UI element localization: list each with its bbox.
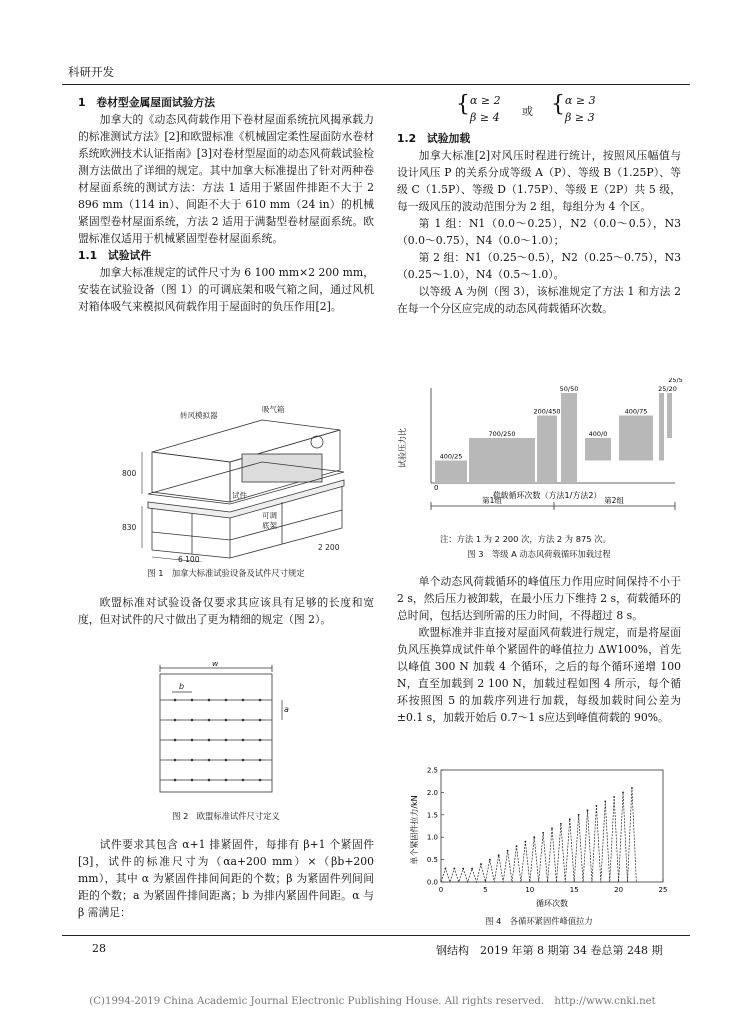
figure-2-caption: 图 2 欧盟标准试件尺寸定义	[172, 811, 280, 821]
section-1-title: 1 卷材型金属屋面试验方法	[78, 96, 216, 109]
fig3-bar-label-4: 50/50	[559, 385, 579, 393]
label-specimen: 试件	[232, 491, 247, 500]
fig4-xtick-label-2: 10	[525, 886, 535, 894]
fig4-xtick-label-5: 25	[658, 886, 668, 894]
cond-alpha-2: α ≥ 3	[565, 94, 596, 107]
fig3-origin: 0	[434, 484, 439, 492]
paragraph-4: 试件要求其包含 α+1 排紧固件，每排有 β+1 个紧固件[3]，试件的标准尺寸为（αa+200 mm）×（βb+200 mm），其中 α 为紧固件排间间距的个数；β 为紧固件列间间距的个数；a 为紧固件排间距离；b 为排内紧固件间距。α 与 β 需满足：	[78, 838, 374, 919]
left-column-top	[78, 94, 374, 315]
label-simulator: 转风模拟器	[180, 411, 218, 420]
paragraph-2: 加拿大标准规定的试件尺寸为 6 100 mm×2 200 mm，安装在试验设备（图 1）的可调底架和吸气箱之间，通过风机对箱体吸气来模拟风荷载作用于屋面时的负压作用[2]。	[78, 266, 374, 313]
fig3-bar-label-7: 25/20	[658, 385, 677, 393]
section-header: 科研开发	[68, 65, 114, 79]
fig3-bar-8	[667, 393, 672, 438]
label-a: a	[284, 705, 289, 714]
label-b: b	[179, 682, 185, 691]
fig4-plot-frame	[441, 770, 663, 882]
fig4-xtick-label-0: 0	[438, 886, 444, 894]
fig4-ytick-label-0: 0.0	[426, 878, 438, 887]
paragraph-6: 第 1 组：N1（0.0～0.25），N2（0.0～0.5），N3（0.0～0.75），N4（0.0～1.0）；	[397, 217, 681, 247]
fig3-bar-label-5: 400/0	[588, 430, 608, 438]
label-dim-830: 830	[122, 523, 137, 532]
paragraph-9: 单个动态风荷载循环的峰值压力作用应时间保持不小于 2 s，然后压力被卸载，在最小压力下维持 2 s，荷载循环的总时间，包括达到所需的压力时间，不得超过 8 s。	[397, 575, 681, 622]
right-column-mid	[397, 573, 681, 726]
figure-4-chart	[405, 760, 675, 910]
fig3-bar-5	[585, 438, 611, 461]
fig3-group-1: 第1组	[482, 496, 502, 505]
fig4-ylabel: 单个紧固件拉力/kN	[410, 795, 419, 865]
header-rule	[62, 84, 690, 85]
figure-1	[112, 402, 372, 562]
cond-or: 或	[522, 105, 533, 118]
fig4-ytick-label-5: 2.5	[426, 766, 438, 775]
section-1-2-title: 1.2 试验加载	[397, 132, 471, 145]
suction-port	[311, 436, 323, 448]
fig4-xtick-label-3: 15	[569, 886, 579, 894]
fig4-xtick-label-1: 5	[483, 886, 488, 894]
figure-4-caption: 图 4 各循环紧固件峰值拉力	[485, 916, 593, 926]
fig3-bar-label-3: 200/450	[533, 407, 561, 416]
fig3-group-2: 第2组	[604, 496, 624, 505]
journal-info: 钢结构 2019 年第 8 期第 34 卷总第 248 期	[436, 944, 663, 957]
fig3-bar-label-2: 700/250	[488, 430, 516, 438]
footer-rule	[62, 935, 690, 936]
label-w: w	[212, 662, 219, 668]
fig3-bar-7	[659, 393, 664, 461]
fig3-bar-label-1: 400/25	[439, 452, 463, 461]
fig3-xlabel: 荷载循环次数（方法1/方法2）	[492, 491, 602, 500]
fig4-series-line	[441, 788, 636, 882]
paragraph-1: 加拿大的《动态风荷载作用下卷材屋面系统抗风揭承载力的标准测试方法》[2]和欧盟标准《机械固定柔性屋面防水卷材系统欧洲技术认证指南》[3]对卷材型屋面的动态风荷载试验检测方法做出了详细的规定。其中加拿大标准提出了针对两种卷材屋面系统的测试方法：方法 1 适用于紧固件排距不大于 2 896 mm（114 in）、间距不大于 610 mm（24 in）的机械紧固型卷材屋面系统，方法 2 适用于满黏型卷材屋面系统。欧盟标准仅适用于机械紧固型卷材屋面系统。	[78, 113, 375, 245]
fig3-bar-1	[435, 461, 467, 484]
paragraph-7: 第 2 组：N1（0.25～0.5），N2（0.25～0.75），N3（0.25～1.0），N4（0.5～1.0）。	[397, 251, 681, 281]
brace-2: {	[551, 92, 565, 117]
figure-2	[150, 662, 290, 797]
figure-3-caption: 图 3 等级 A 动态风荷载循环加载过程	[467, 549, 611, 559]
fig3-bar-3	[537, 416, 557, 484]
label-dim-800: 800	[122, 469, 137, 478]
label-suction-box: 吸气箱	[262, 405, 285, 414]
fig3-bar-label-8: 25/5	[668, 378, 683, 384]
fig4-ytick-label-1: 0.5	[426, 856, 438, 865]
paragraph-10: 欧盟标准并非直接对屋面风荷载进行规定，而是将屋面负风压换算成试件单个紧固件的峰值拉力 ΔW100%，首先以峰值 300 N 加载 4 个循环，之后的每个循环递增 100 N，直至加载到 2 100 N，加载过程如图 4 所示，每个循环按照图 5 的加载序列进行加载，每级加载时间公差为±0.1 s，加载开始后 0.7～1 s应达到峰值荷载的 90%。	[397, 626, 681, 724]
fig3-bar-6	[619, 416, 653, 461]
label-base-2: 底架	[262, 521, 277, 530]
cond-alpha-1: α ≥ 2	[470, 94, 501, 107]
label-dim-2200: 2 200	[318, 543, 340, 552]
section-1-1-title: 1.1 试验试件	[78, 249, 152, 262]
label-base-1: 可调	[262, 511, 277, 520]
figure-1-caption: 图 1 加拿大标准试验设备及试件尺寸规定	[147, 568, 305, 578]
fig3-bar-2	[469, 438, 535, 483]
fig4-xlabel: 循环次数	[536, 899, 568, 908]
paragraph-3: 欧盟标准对试验设备仅要求其应该具有足够的长度和宽度，但对试件的尺寸做出了更为精细的规定（图 2）。	[78, 596, 374, 626]
figure-3-chart	[397, 378, 687, 526]
right-column-top	[397, 130, 681, 317]
copyright-notice: (C)1994-2019 China Academic Journal Electronic Publishing House. All rights reserved. http://www.cnki.net	[89, 996, 656, 1007]
label-dim-6100: 6 100	[178, 555, 200, 562]
left-column-mid	[78, 594, 374, 628]
brace-1: {	[456, 92, 470, 117]
fig4-ytick-label-2: 1.0	[426, 833, 438, 842]
paragraph-5: 加拿大标准[2]对风压时程进行统计，按照风压幅值与设计风压 P 的关系分成等级 A（P）、等级 B（1.25P）、等级 C（1.5P）、等级 D（1.75P）、等级 E（2P）共 5 级，每一级风压的波动范围分为 2 组，每组分为 4 个区。	[397, 149, 681, 213]
figure-3-note: 注：方法 1 为 2 200 次，方法 2 为 875 次。	[440, 534, 611, 544]
left-column-bottom	[78, 836, 374, 921]
paragraph-8: 以等级 A 为例（图 3），该标准规定了方法 1 和方法 2 在每一个分区应完成的动态风荷载循环次数。	[397, 285, 681, 315]
fig4-ytick-label-3: 1.5	[426, 811, 438, 820]
page-number: 28	[92, 942, 106, 955]
cond-beta-1: β ≥ 4	[470, 111, 500, 124]
fig3-bar-label-6: 400/75	[624, 407, 648, 416]
fig3-bar-4	[561, 393, 577, 483]
box-front	[152, 452, 230, 502]
cond-beta-2: β ≥ 3	[565, 111, 595, 124]
fig3-ylabel: 试验压力比	[398, 428, 407, 468]
fig4-ytick-label-4: 2.0	[426, 788, 438, 797]
fig4-xtick-label-4: 20	[614, 886, 624, 894]
